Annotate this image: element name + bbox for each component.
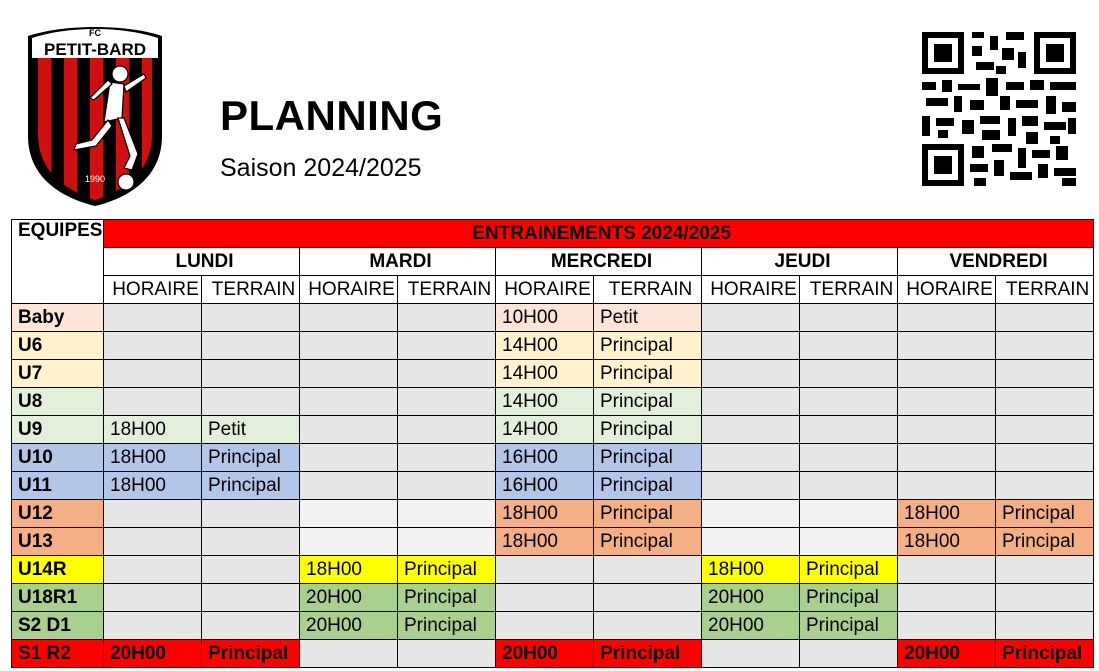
team-cell: U6 — [12, 332, 104, 360]
field-cell: Principal — [594, 528, 702, 556]
field-cell — [398, 640, 496, 668]
time-cell — [702, 332, 800, 360]
time-cell: 18H00 — [898, 500, 996, 528]
field-cell — [800, 416, 898, 444]
schedule-body — [12, 304, 1094, 668]
time-cell — [496, 612, 594, 640]
team-cell: U13 — [12, 528, 104, 556]
time-cell — [702, 500, 800, 528]
time-cell — [300, 360, 398, 388]
field-cell — [800, 388, 898, 416]
table-row — [12, 416, 1094, 444]
field-cell — [594, 556, 702, 584]
time-cell — [496, 584, 594, 612]
field-cell — [202, 304, 300, 332]
time-cell — [702, 472, 800, 500]
time-cell — [898, 416, 996, 444]
time-cell: 14H00 — [496, 332, 594, 360]
terrain-header: TERRAIN — [996, 276, 1094, 304]
field-cell — [800, 304, 898, 332]
time-cell — [104, 612, 202, 640]
field-cell: Principal — [594, 472, 702, 500]
field-cell: Principal — [800, 556, 898, 584]
field-cell: Principal — [398, 612, 496, 640]
day-header-monday: LUNDI — [104, 248, 300, 276]
time-cell: 18H00 — [300, 556, 398, 584]
field-cell — [996, 584, 1094, 612]
horaire-header: HORAIRE — [300, 276, 398, 304]
time-cell: 14H00 — [496, 360, 594, 388]
time-cell: 18H00 — [104, 472, 202, 500]
terrain-header: TERRAIN — [202, 276, 300, 304]
time-cell — [104, 528, 202, 556]
field-cell: Petit — [594, 304, 702, 332]
team-cell: U18R1 — [12, 584, 104, 612]
time-cell — [300, 416, 398, 444]
time-cell: 20H00 — [702, 584, 800, 612]
field-cell — [800, 640, 898, 668]
training-schedule-table — [11, 219, 1094, 668]
page-subtitle: Saison 2024/2025 — [220, 154, 422, 182]
time-cell: 14H00 — [496, 388, 594, 416]
time-cell — [702, 304, 800, 332]
field-cell: Principal — [594, 360, 702, 388]
time-cell — [702, 444, 800, 472]
table-row — [12, 332, 1094, 360]
team-cell: Baby — [12, 304, 104, 332]
club-logo — [24, 22, 166, 206]
field-cell: Principal — [996, 528, 1094, 556]
time-cell — [496, 556, 594, 584]
team-cell: S2 D1 — [12, 612, 104, 640]
field-cell — [800, 500, 898, 528]
time-cell — [702, 360, 800, 388]
table-row — [12, 556, 1094, 584]
time-cell — [300, 388, 398, 416]
table-row — [12, 304, 1094, 332]
field-cell: Principal — [594, 444, 702, 472]
field-cell — [202, 528, 300, 556]
field-cell — [800, 528, 898, 556]
time-cell — [300, 640, 398, 668]
time-cell: 18H00 — [104, 416, 202, 444]
field-cell: Principal — [594, 416, 702, 444]
team-cell: U9 — [12, 416, 104, 444]
time-cell — [702, 416, 800, 444]
field-cell — [202, 360, 300, 388]
table-row — [12, 528, 1094, 556]
table-row — [12, 640, 1094, 668]
field-cell: Principal — [800, 584, 898, 612]
table-row — [12, 584, 1094, 612]
table-row — [12, 388, 1094, 416]
field-cell — [800, 444, 898, 472]
table-row — [12, 360, 1094, 388]
logo-year-text: 1990 — [84, 174, 106, 184]
field-cell — [800, 332, 898, 360]
day-header-wednesday: MERCREDI — [496, 248, 702, 276]
logo-name-text: PETIT-BARD — [44, 40, 146, 59]
field-cell — [594, 612, 702, 640]
field-cell: Principal — [996, 640, 1094, 668]
field-cell: Principal — [800, 612, 898, 640]
team-cell: U8 — [12, 388, 104, 416]
qr-code — [922, 32, 1076, 186]
day-header-friday: VENDREDI — [898, 248, 1094, 276]
field-cell — [594, 584, 702, 612]
field-cell — [398, 500, 496, 528]
horaire-header: HORAIRE — [104, 276, 202, 304]
trainings-banner: ENTRAINEMENTS 2024/2025 — [104, 220, 1094, 248]
time-cell: 18H00 — [898, 528, 996, 556]
field-cell: Principal — [594, 332, 702, 360]
time-cell: 10H00 — [496, 304, 594, 332]
field-cell — [398, 304, 496, 332]
time-cell — [300, 472, 398, 500]
time-cell: 20H00 — [104, 640, 202, 668]
terrain-header: TERRAIN — [398, 276, 496, 304]
time-cell — [898, 584, 996, 612]
field-cell — [996, 472, 1094, 500]
field-cell: Petit — [202, 416, 300, 444]
field-cell — [398, 360, 496, 388]
horaire-header: HORAIRE — [702, 276, 800, 304]
time-cell — [300, 332, 398, 360]
field-cell — [800, 360, 898, 388]
team-cell: U11 — [12, 472, 104, 500]
team-cell: S1 R2 — [12, 640, 104, 668]
field-cell — [202, 612, 300, 640]
field-cell: Principal — [594, 388, 702, 416]
field-cell — [800, 472, 898, 500]
equipes-header: EQUIPES — [12, 220, 104, 304]
time-cell: 20H00 — [898, 640, 996, 668]
time-cell: 20H00 — [496, 640, 594, 668]
time-cell: 20H00 — [300, 612, 398, 640]
horaire-header: HORAIRE — [898, 276, 996, 304]
time-cell — [300, 500, 398, 528]
table-row — [12, 500, 1094, 528]
time-cell: 20H00 — [702, 612, 800, 640]
time-cell — [104, 360, 202, 388]
field-cell — [398, 416, 496, 444]
horaire-header: HORAIRE — [496, 276, 594, 304]
team-cell: U7 — [12, 360, 104, 388]
field-cell: Principal — [398, 556, 496, 584]
time-cell — [104, 332, 202, 360]
time-cell — [898, 360, 996, 388]
time-cell: 20H00 — [300, 584, 398, 612]
field-cell: Principal — [202, 444, 300, 472]
field-cell: Principal — [594, 640, 702, 668]
time-cell — [898, 388, 996, 416]
field-cell: Principal — [202, 640, 300, 668]
time-cell — [898, 332, 996, 360]
time-cell — [104, 584, 202, 612]
time-cell — [898, 556, 996, 584]
field-cell — [996, 612, 1094, 640]
time-cell — [702, 388, 800, 416]
logo-fc-text: FC — [89, 28, 101, 38]
time-cell — [898, 472, 996, 500]
field-cell: Principal — [398, 584, 496, 612]
field-cell — [398, 388, 496, 416]
time-cell — [104, 500, 202, 528]
field-cell — [996, 304, 1094, 332]
time-cell — [300, 304, 398, 332]
time-cell — [104, 556, 202, 584]
terrain-header: TERRAIN — [800, 276, 898, 304]
day-header-tuesday: MARDI — [300, 248, 496, 276]
field-cell — [996, 444, 1094, 472]
field-cell — [996, 416, 1094, 444]
table-row — [12, 444, 1094, 472]
time-cell — [104, 388, 202, 416]
field-cell: Principal — [202, 472, 300, 500]
field-cell — [398, 332, 496, 360]
field-cell — [202, 584, 300, 612]
time-cell — [300, 444, 398, 472]
time-cell: 18H00 — [702, 556, 800, 584]
time-cell — [898, 444, 996, 472]
table-row — [12, 612, 1094, 640]
team-cell: U12 — [12, 500, 104, 528]
time-cell: 18H00 — [104, 444, 202, 472]
field-cell — [398, 472, 496, 500]
time-cell: 18H00 — [496, 500, 594, 528]
field-cell — [398, 528, 496, 556]
time-cell — [702, 528, 800, 556]
time-cell — [300, 528, 398, 556]
time-cell — [898, 304, 996, 332]
time-cell: 16H00 — [496, 444, 594, 472]
time-cell — [898, 612, 996, 640]
field-cell — [202, 500, 300, 528]
time-cell: 18H00 — [496, 528, 594, 556]
field-cell — [202, 388, 300, 416]
field-cell: Principal — [996, 500, 1094, 528]
field-cell — [996, 332, 1094, 360]
field-cell — [202, 332, 300, 360]
time-cell: 16H00 — [496, 472, 594, 500]
time-cell — [104, 304, 202, 332]
field-cell — [996, 556, 1094, 584]
time-cell — [702, 640, 800, 668]
field-cell — [398, 444, 496, 472]
day-header-thursday: JEUDI — [702, 248, 898, 276]
time-cell: 14H00 — [496, 416, 594, 444]
page-title: PLANNING — [220, 92, 444, 139]
terrain-header: TERRAIN — [594, 276, 702, 304]
table-row — [12, 472, 1094, 500]
field-cell: Principal — [594, 500, 702, 528]
team-cell: U10 — [12, 444, 104, 472]
field-cell — [996, 388, 1094, 416]
field-cell — [996, 360, 1094, 388]
team-cell: U14R — [12, 556, 104, 584]
field-cell — [202, 556, 300, 584]
